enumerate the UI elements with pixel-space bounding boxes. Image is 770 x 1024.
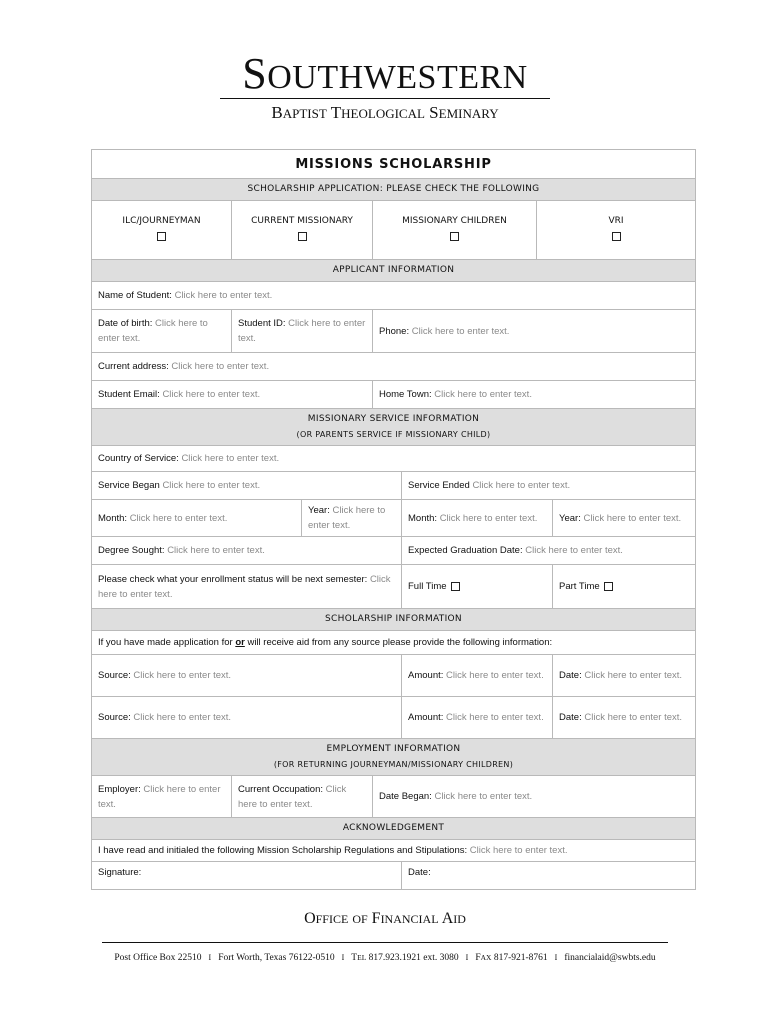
option-missionary-children: MISSIONARY CHILDREN: [373, 201, 537, 260]
acknowledgement-section-header: ACKNOWLEDGEMENT: [92, 818, 696, 840]
scholarship-form: [91, 149, 696, 890]
home-town-field[interactable]: Home Town: Click here to enter text.: [373, 381, 696, 409]
telephone: TEL 817.923.1921 ext. 3080: [351, 953, 459, 963]
city-address: Fort Worth, Texas 76122-0510: [218, 953, 335, 963]
option-current-missionary: CURRENT MISSIONARY: [232, 201, 373, 260]
student-name-field[interactable]: Name of Student: Click here to enter text.: [92, 282, 696, 310]
acknowledgement-field[interactable]: I have read and initialed the following Mission Scholarship Regulations and Stipulations: Click here to enter text.: [92, 840, 696, 862]
student-id-field[interactable]: Student ID: Click here to enter text.: [232, 310, 373, 353]
ended-month-field[interactable]: Month: Click here to enter text.: [402, 500, 553, 537]
service-ended-field[interactable]: Service Ended Click here to enter text.: [402, 472, 696, 500]
option-vri: VRI: [537, 201, 696, 260]
phone-field[interactable]: Phone: Click here to enter text.: [373, 310, 696, 353]
fax: FAX 817-921-8761: [475, 953, 548, 963]
signature-field[interactable]: Signature:: [92, 862, 402, 890]
part-time-option[interactable]: Part Time: [553, 565, 696, 609]
ended-year-field[interactable]: Year: Click here to enter text.: [553, 500, 696, 537]
form-title: MISSIONS SCHOLARSHIP: [92, 150, 696, 179]
enrollment-status-field[interactable]: Please check what your enrollment status will be next semester: Click here to enter text.: [92, 565, 402, 609]
began-year-field[interactable]: Year: Click here to enter text.: [302, 500, 402, 537]
source-field-1[interactable]: Source: Click here to enter text.: [92, 655, 402, 697]
vri-checkbox[interactable]: [612, 232, 621, 241]
amount-field-1[interactable]: Amount: Click here to enter text.: [402, 655, 553, 697]
date-field-2[interactable]: Date: Click here to enter text.: [553, 697, 696, 739]
degree-sought-field[interactable]: Degree Sought: Click here to enter text.: [92, 537, 402, 565]
amount-field-2[interactable]: Amount: Click here to enter text.: [402, 697, 553, 739]
missionary-children-checkbox[interactable]: [450, 232, 459, 241]
seminary-subtitle: BAPTIST THEOLOGICAL SEMINARY: [271, 103, 499, 122]
office-title: OFFICE OF FINANCIAL AID: [304, 910, 466, 927]
employer-field[interactable]: Employer: Click here to enter text.: [92, 776, 232, 818]
current-missionary-checkbox[interactable]: [298, 232, 307, 241]
header-rule: [220, 98, 550, 99]
full-time-option[interactable]: Full Time: [402, 565, 553, 609]
began-month-field[interactable]: Month: Click here to enter text.: [92, 500, 302, 537]
signature-date-field[interactable]: Date:: [402, 862, 696, 890]
missionary-section-header: MISSIONARY SERVICE INFORMATION (OR PARENTS SERVICE IF MISSIONARY CHILD): [92, 409, 696, 446]
student-email-field[interactable]: Student Email: Click here to enter text.: [92, 381, 373, 409]
ilc-journeyman-checkbox[interactable]: [157, 232, 166, 241]
employment-section-header: EMPLOYMENT INFORMATION (FOR RETURNING JOURNEYMAN/MISSIONARY CHILDREN): [92, 739, 696, 776]
service-began-field[interactable]: Service Began Click here to enter text.: [92, 472, 402, 500]
date-began-field[interactable]: Date Began: Click here to enter text.: [373, 776, 696, 818]
office-email[interactable]: financialaid@swbts.edu: [564, 953, 656, 963]
footer-rule: [102, 942, 668, 943]
office-contact-line: Post Office Box 22510 I Fort Worth, Texas 76122-0510 I TEL 817.923.1921 ext. 3080 I FAX 817-921-8761 I financialaid@swbts.edu: [114, 953, 656, 963]
application-section-header: SCHOLARSHIP APPLICATION: PLEASE CHECK THE FOLLOWING: [92, 179, 696, 201]
scholarship-section-header: SCHOLARSHIP INFORMATION: [92, 609, 696, 631]
source-field-2[interactable]: Source: Click here to enter text.: [92, 697, 402, 739]
country-of-service-field[interactable]: Country of Service: Click here to enter text.: [92, 446, 696, 472]
po-box: Post Office Box 22510: [114, 953, 202, 963]
seminary-name: SOUTHWESTERN: [242, 49, 528, 98]
aid-instructions: If you have made application for or will receive aid from any source please provide the following information:: [92, 631, 696, 655]
full-time-checkbox[interactable]: [451, 582, 460, 591]
part-time-checkbox[interactable]: [604, 582, 613, 591]
date-field-1[interactable]: Date: Click here to enter text.: [553, 655, 696, 697]
graduation-date-field[interactable]: Expected Graduation Date: Click here to enter text.: [402, 537, 696, 565]
current-occupation-field[interactable]: Current Occupation: Click here to enter text.: [232, 776, 373, 818]
current-address-field[interactable]: Current address: Click here to enter text.: [92, 353, 696, 381]
date-of-birth-field[interactable]: Date of birth: Click here to enter text.: [92, 310, 232, 353]
applicant-section-header: APPLICANT INFORMATION: [92, 260, 696, 282]
option-ilc-journeyman: ILC/JOURNEYMAN: [92, 201, 232, 260]
